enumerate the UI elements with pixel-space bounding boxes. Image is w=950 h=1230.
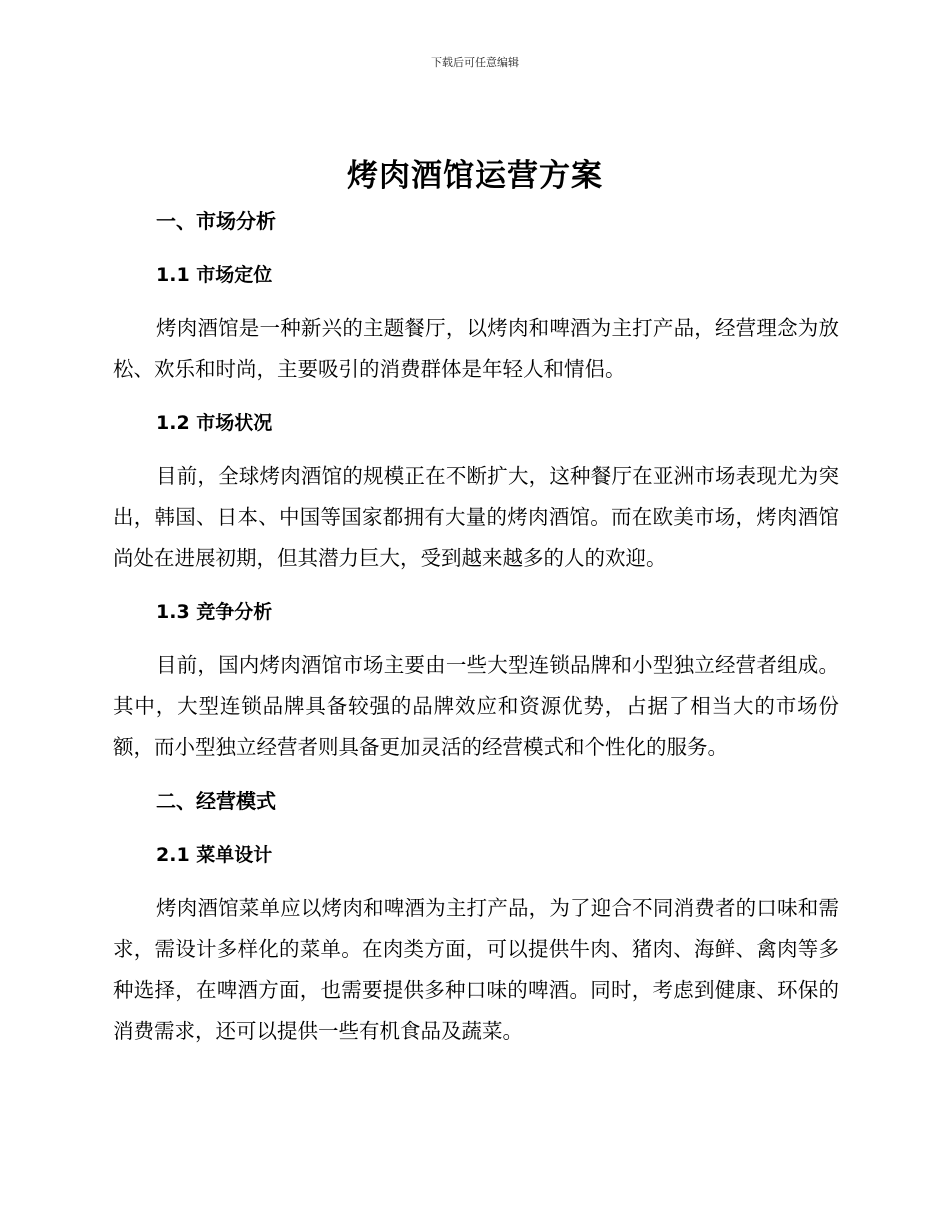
paragraph-competition-analysis: 目前，国内烤肉酒馆市场主要由一些大型连锁品牌和小型独立经营者组成。其中，大型连锁品牌具备较强的品牌效应和资源优势，占据了相当大的市场份额，而小型独立经营者则具备更加灵活的经营模式和个性化的服务。 — [113, 653, 839, 759]
section-heading-market-analysis: 一、市场分析 — [156, 209, 276, 233]
paragraph-market-positioning: 烤肉酒馆是一种新兴的主题餐厅，以烤肉和啤酒为主打产品，经营理念为放松、欢乐和时尚，主要吸引的消费群体是年轻人和情侣。 — [113, 316, 839, 381]
subheading-competition-analysis: 1.3 竞争分析 — [156, 601, 273, 623]
section-heading-business-model: 二、经营模式 — [156, 789, 276, 813]
document-body — [113, 200, 839, 1064]
paragraph-market-status: 目前，全球烤肉酒馆的规模正在不断扩大，这种餐厅在亚洲市场表现尤为突出，韩国、日本、中国等国家都拥有大量的烤肉酒馆。而在欧美市场，烤肉酒馆尚处在进展初期，但其潜力巨大，受到越来越多的人的欢迎。 — [113, 464, 839, 570]
subheading-market-status: 1.2 市场状况 — [156, 412, 273, 434]
subheading-menu-design: 2.1 菜单设计 — [156, 844, 273, 866]
page-header-note: 下载后可任意编辑 — [431, 56, 519, 69]
subheading-market-positioning: 1.1 市场定位 — [156, 264, 273, 286]
document-title: 烤肉酒馆运营方案 — [347, 158, 603, 194]
paragraph-menu-design: 烤肉酒馆菜单应以烤肉和啤酒为主打产品，为了迎合不同消费者的口味和需求，需设计多样化的菜单。在肉类方面，可以提供牛肉、猪肉、海鲜、禽肉等多种选择，在啤酒方面，也需要提供多种口味的啤酒。同时，考虑到健康、环保的消费需求，还可以提供一些有机食品及蔬菜。 — [113, 896, 839, 1043]
